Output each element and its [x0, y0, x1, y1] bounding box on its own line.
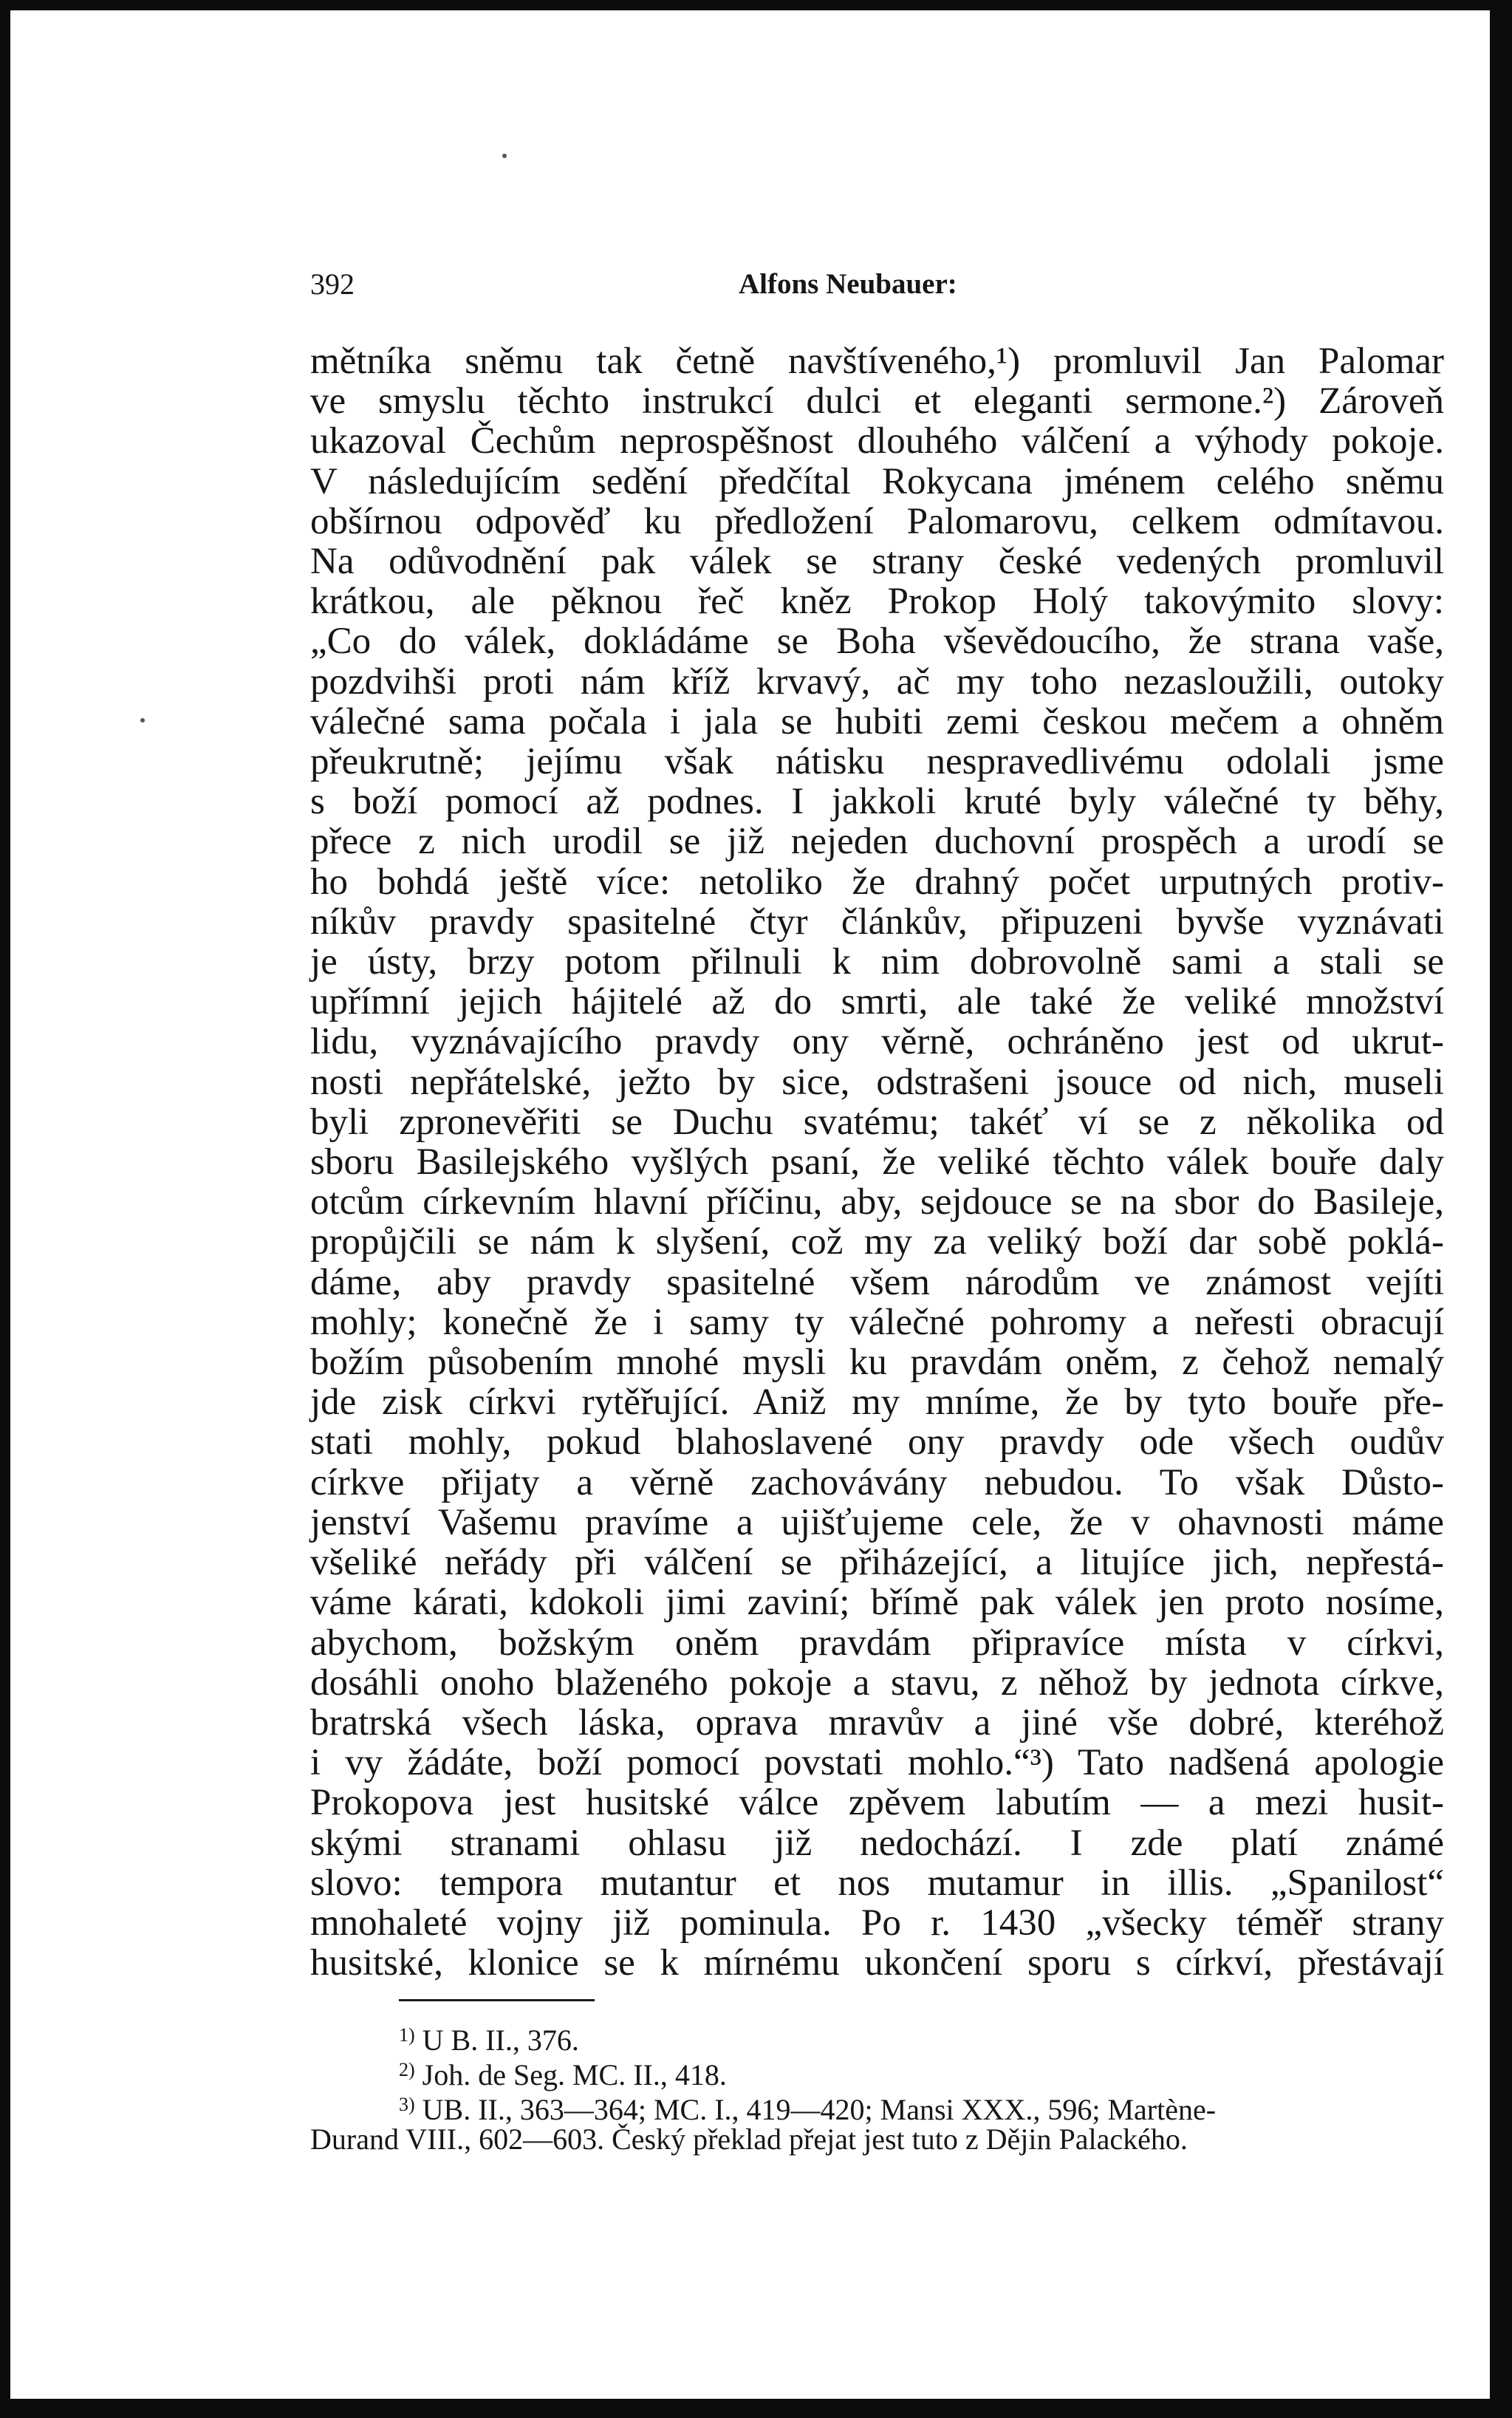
text-line: válečné sama počala i jala se hubiti zemi českou mečem a ohněm — [310, 700, 1444, 742]
text-line: jenství Vašemu pravíme a ujišťujeme cele, že v ohavnosti máme — [310, 1501, 1444, 1543]
text-line: jde zisk církvi rytěřující. Aniž my mníme, že by tyto bouře pře- — [310, 1382, 1444, 1424]
footnote — [310, 2055, 1444, 2090]
text-line: lidu, vyznávajícího pravdy ony věrně, ochráněno jest od ukrut- — [310, 1021, 1444, 1063]
text-line: V následujícím sedění předčítal Rokycana jménem celého sněmu — [310, 460, 1444, 502]
footnotes — [310, 2021, 1444, 2125]
footnote-number: 1) — [399, 2024, 415, 2046]
body-text — [310, 341, 1444, 1983]
text-line: ho bohdá ještě více: netoliko že drahný počet urputných protiv- — [310, 861, 1444, 903]
text-line: mohly; konečně že i samy ty válečné pohromy a neřesti obracují — [310, 1301, 1444, 1343]
text-line: je ústy, brzy potom přilnuli k nim dobrovolně sami a stali se — [310, 941, 1444, 983]
scan-speck — [502, 154, 507, 158]
text-line: abychom, božským oněm pravdám připravíce místa v církvi, — [310, 1622, 1444, 1664]
text-line: ukazoval Čechům neprospěšnost dlouhého válčení a výhody pokoje. — [310, 420, 1444, 462]
text-line: níkův pravdy spasitelné čtyr článkův, připuzeni byvše vyznávati — [310, 901, 1444, 943]
text-line: upřímní jejich hájitelé až do smrti, ale také že veliké množství — [310, 981, 1444, 1023]
text-line: přeukrutně; jejímu však nátisku nespravedlivému odolali jsme — [310, 741, 1444, 783]
text-line: s boží pomocí až podnes. I jakkoli kruté byly válečné ty běhy, — [310, 781, 1444, 823]
text-line: i vy žádáte, boží pomocí povstati mohlo.“³) Tato nadšená apologie — [310, 1742, 1444, 1784]
text-line: stati mohly, pokud blahoslavené ony pravdy ode všech oudův — [310, 1421, 1444, 1464]
text-line: mětníka sněmu tak četně navštíveného,¹) promluvil Jan Palomar — [310, 341, 1444, 382]
text-line: ve smyslu těchto instrukcí dulci et eleganti sermone.²) Zároveň — [310, 380, 1444, 423]
text-line: všeliké neřády při válčení se přiházející, a litujíce jich, nepřestá- — [310, 1542, 1444, 1584]
footnote-text: UB. II., 363—364; MC. I., 419—420; Mansi XXX., 596; Martène- — [422, 2093, 1217, 2127]
text-line: byli zpronevěřiti se Duchu svatému; takéť ví se z několika od — [310, 1101, 1444, 1143]
text-line: nosti nepřátelské, ježto by sice, odstrašeni jsouce od nich, museli — [310, 1061, 1444, 1103]
text-line: sboru Basilejského vyšlých psaní, že veliké těchto válek bouře daly — [310, 1141, 1444, 1184]
book-page — [310, 259, 1444, 2154]
footnote-text: U B. II., 376. — [422, 2023, 579, 2057]
text-line: pozdvihši proti nám kříž krvavý, ač my toho nezasloužili, outoky — [310, 660, 1444, 703]
running-head-author: Alfons Neubauer: — [739, 268, 957, 300]
text-line: krátkou, ale pěknou řeč kněz Prokop Holý takovýmito slovy: — [310, 581, 1444, 623]
scan-speck — [140, 718, 145, 723]
text-line: bratrská všech láska, oprava mravův a jiné vše dobré, kteréhož — [310, 1701, 1444, 1744]
text-line: přece z nich urodil se již nejeden duchovní prospěch a urodí se — [310, 821, 1444, 863]
text-line: obšírnou odpověď ku předložení Palomarovu, celkem odmítavou. — [310, 500, 1444, 542]
text-line: Na odůvodnění pak válek se strany české vedených promluvil — [310, 541, 1444, 583]
text-line: husitské, klonice se k mírnému ukončení sporu s církví, přestávají — [310, 1942, 1444, 1984]
text-line: váme kárati, kdokoli jimi zaviní; břímě pak válek jen proto nosíme, — [310, 1582, 1444, 1624]
footnote-number: 3) — [399, 2094, 415, 2116]
text-line: otcům církevním hlavní příčinu, aby, sejdouce se na sbor do Basileje, — [310, 1181, 1444, 1223]
running-head — [310, 259, 1444, 310]
text-line: dáme, aby pravdy spasitelné všem národům ve známost vejíti — [310, 1261, 1444, 1303]
footnote — [310, 2090, 1444, 2125]
text-line: skými stranami ohlasu již nedochází. I zde platí známé — [310, 1822, 1444, 1864]
page-number: 392 — [310, 267, 355, 301]
footnote-text: Joh. de Seg. MC. II., 418. — [422, 2058, 727, 2092]
footnote — [310, 2021, 1444, 2055]
text-line: Prokopova jest husitské válce zpěvem labutím — a mezi husit- — [310, 1782, 1444, 1824]
text-line: božím působením mnohé mysli ku pravdám oněm, z čehož nemalý — [310, 1342, 1444, 1384]
text-line: „Co do válek, dokládáme se Boha vševědoucího, že strana vaše, — [310, 621, 1444, 663]
text-line: propůjčili se nám k slyšení, což my za veliký boží dar sobě poklá- — [310, 1221, 1444, 1263]
text-line: církve přijaty a věrně zachovávány nebudou. To však Důsto- — [310, 1461, 1444, 1503]
text-line: mnohaleté vojny již pominula. Po r. 1430 „všecky téměř strany — [310, 1902, 1444, 1944]
footnote-number: 2) — [399, 2059, 415, 2081]
text-line: slovo: tempora mutantur et nos mutamur in illis. „Spanilost“ — [310, 1862, 1444, 1904]
footnote-rule — [399, 1999, 595, 2001]
footnote-continuation: Durand VIII., 602—603. Český překlad přejat jest tuto z Dějin Palackého. — [310, 2122, 1188, 2156]
text-line: dosáhli onoho blaženého pokoje a stavu, z něhož by jednota církve, — [310, 1661, 1444, 1704]
